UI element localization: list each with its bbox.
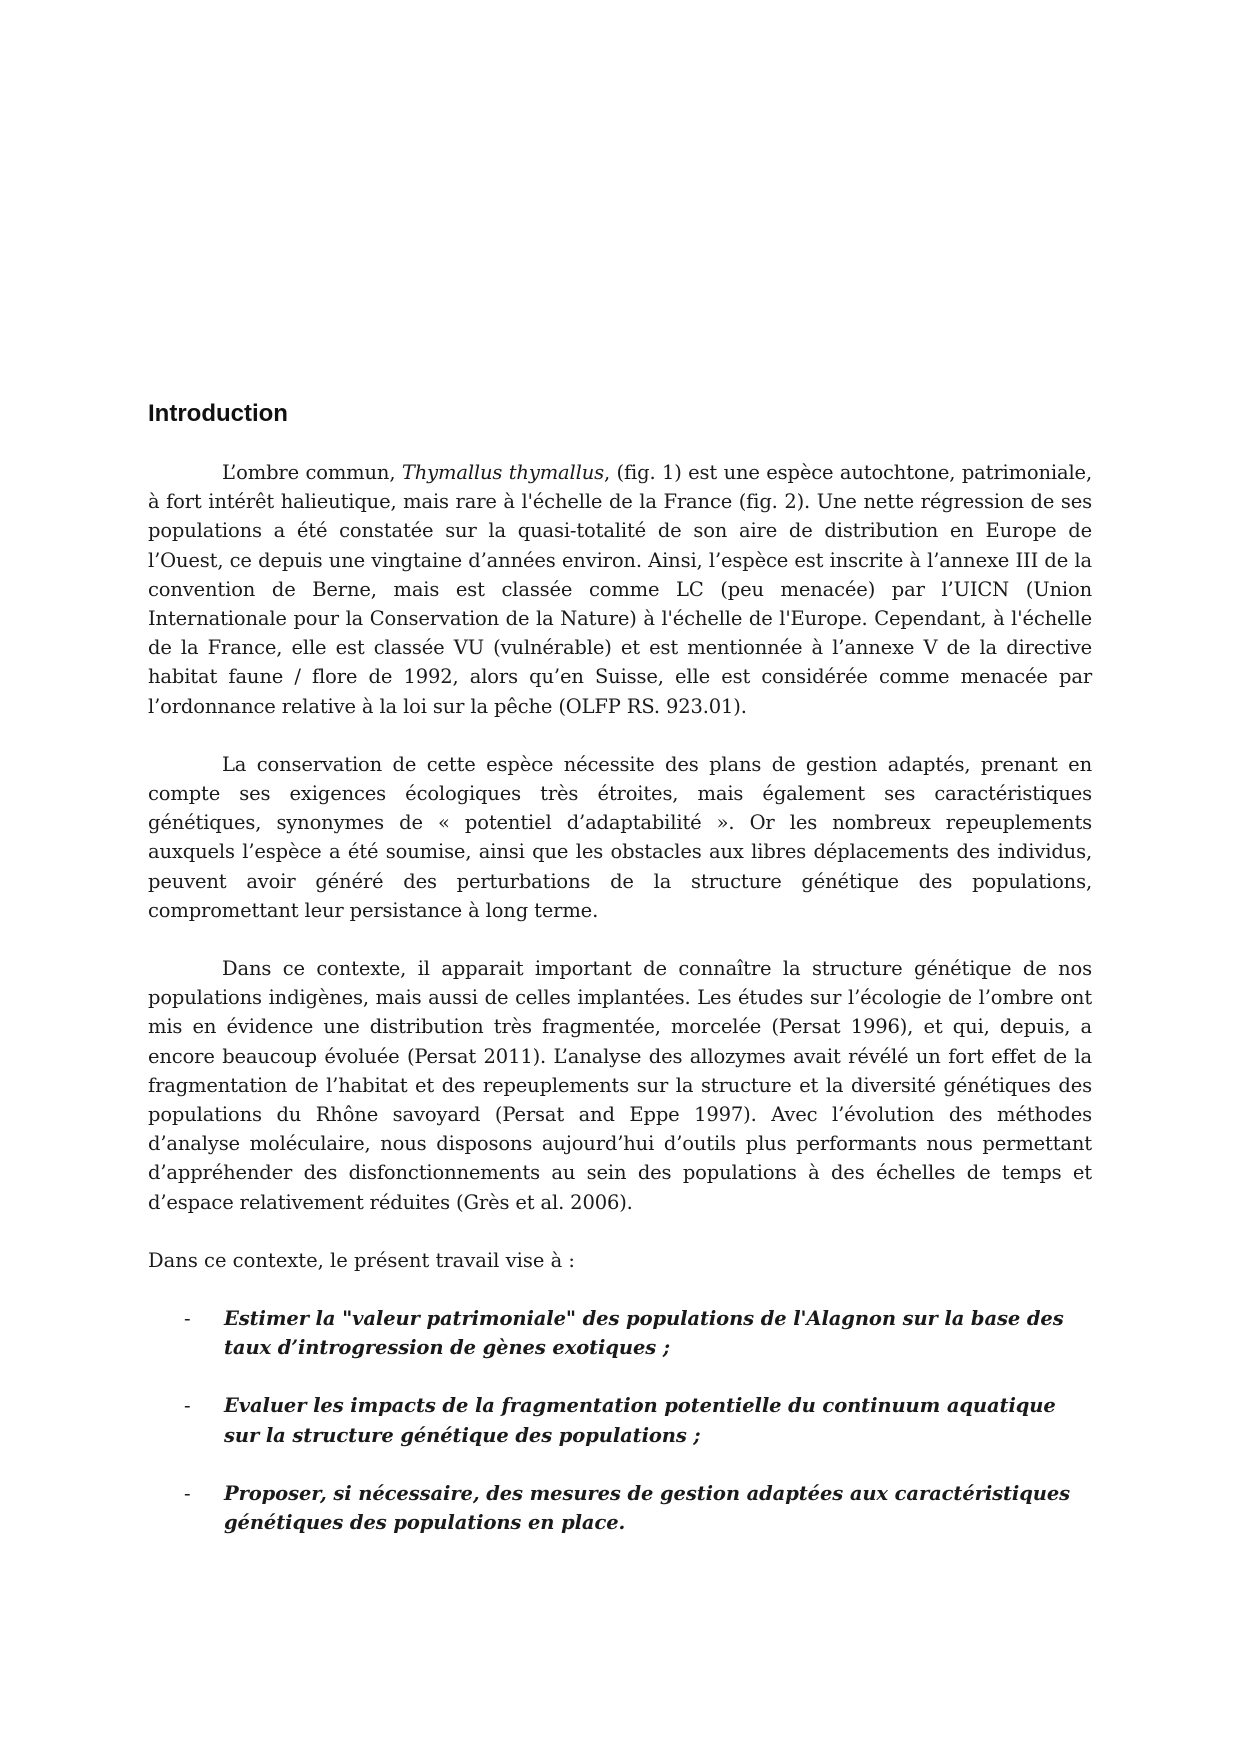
section-heading: Introduction	[148, 400, 288, 427]
list-item	[148, 1479, 1092, 1537]
list-item	[148, 1304, 1092, 1362]
bullet-dash: -	[184, 1481, 191, 1505]
bullet-dash: -	[184, 1394, 191, 1418]
list-item-text: Evaluer les impacts de la fragmentation potentielle du continuum aquatique sur la structure génétique des populations ;	[224, 1394, 1056, 1447]
objectives-list	[148, 1304, 1092, 1537]
list-item	[148, 1391, 1092, 1449]
list-item-text: Estimer la "valeur patrimoniale" des populations de l'Alagnon sur la base des taux d’introgression de gènes exotiques ;	[224, 1307, 1064, 1360]
document-page	[148, 398, 1092, 1566]
paragraph-1	[148, 458, 1092, 721]
paragraph-1-rest: , (fig. 1) est une espèce autochtone, patrimoniale, à fort intérêt halieutique, mais rare à l'échelle de la France (fig. 2). Une nette régression de ses populations a été constatée sur la quasi-totalité de son aire de distribution en Europe de l’Ouest, ce depuis une vingtaine d’années environ. Ainsi, l’espèce est inscrite à l’annexe III de la convention de Berne, mais est classée comme LC (peu menacée) par l’UICN (Union Internationale pour la Conservation de la Nature) à l'échelle de l'Europe. Cependant, à l'échelle de la France, elle est classée VU (vulnérable) et est mentionnée à l’annexe V de la directive habitat faune / flore de 1992, alors qu’en Suisse, elle est considérée comme menacée par l’ordonnance relative à la loi sur la pêche (OLFP RS. 923.01).	[148, 461, 1092, 718]
paragraph-3: Dans ce contexte, il apparait important de connaître la structure génétique de nos populations indigènes, mais aussi de celles implantées. Les études sur l’écologie de l’ombre ont mis en évidence une distribution très fragmentée, morcelée (Persat 1996), et qui, depuis, a encore beaucoup évoluée (Persat 2011). L’analyse des allozymes avait révélé un fort effet de la fragmentation de l’habitat et des repeuplements sur la structure et la diversité génétiques des populations du Rhône savoyard (Persat and Eppe 1997). Avec l’évolution des méthodes d’analyse moléculaire, nous disposons aujourd’hui d’outils plus performants nous permettant d’appréhender des disfonctionnements au sein des populations à des échelles de temps et d’espace relativement réduites (Grès et al. 2006).	[148, 957, 1092, 1214]
species-name: Thymallus thymallus	[401, 461, 604, 484]
list-item-text: Proposer, si nécessaire, des mesures de gestion adaptées aux caractéristiques génétiques des populations en place.	[224, 1481, 1071, 1535]
paragraph-2: La conservation de cette espèce nécessite des plans de gestion adaptés, prenant en compte ses exigences écologiques très étroites, mais également ses caractéristiques génétiques, synonymes de « potentiel d’adaptabilité ». Or les nombreux repeuplements auxquels l’espèce a été soumise, ainsi que les obstacles aux libres déplacements des individus, peuvent avoir généré des perturbations de la structure génétique des populations, compromettant leur persistance à long terme.	[148, 752, 1092, 922]
objectives-intro: Dans ce contexte, le présent travail vise à :	[148, 1248, 576, 1272]
paragraph-1-start: L’ombre commun,	[222, 461, 402, 484]
bullet-dash: -	[184, 1307, 191, 1331]
